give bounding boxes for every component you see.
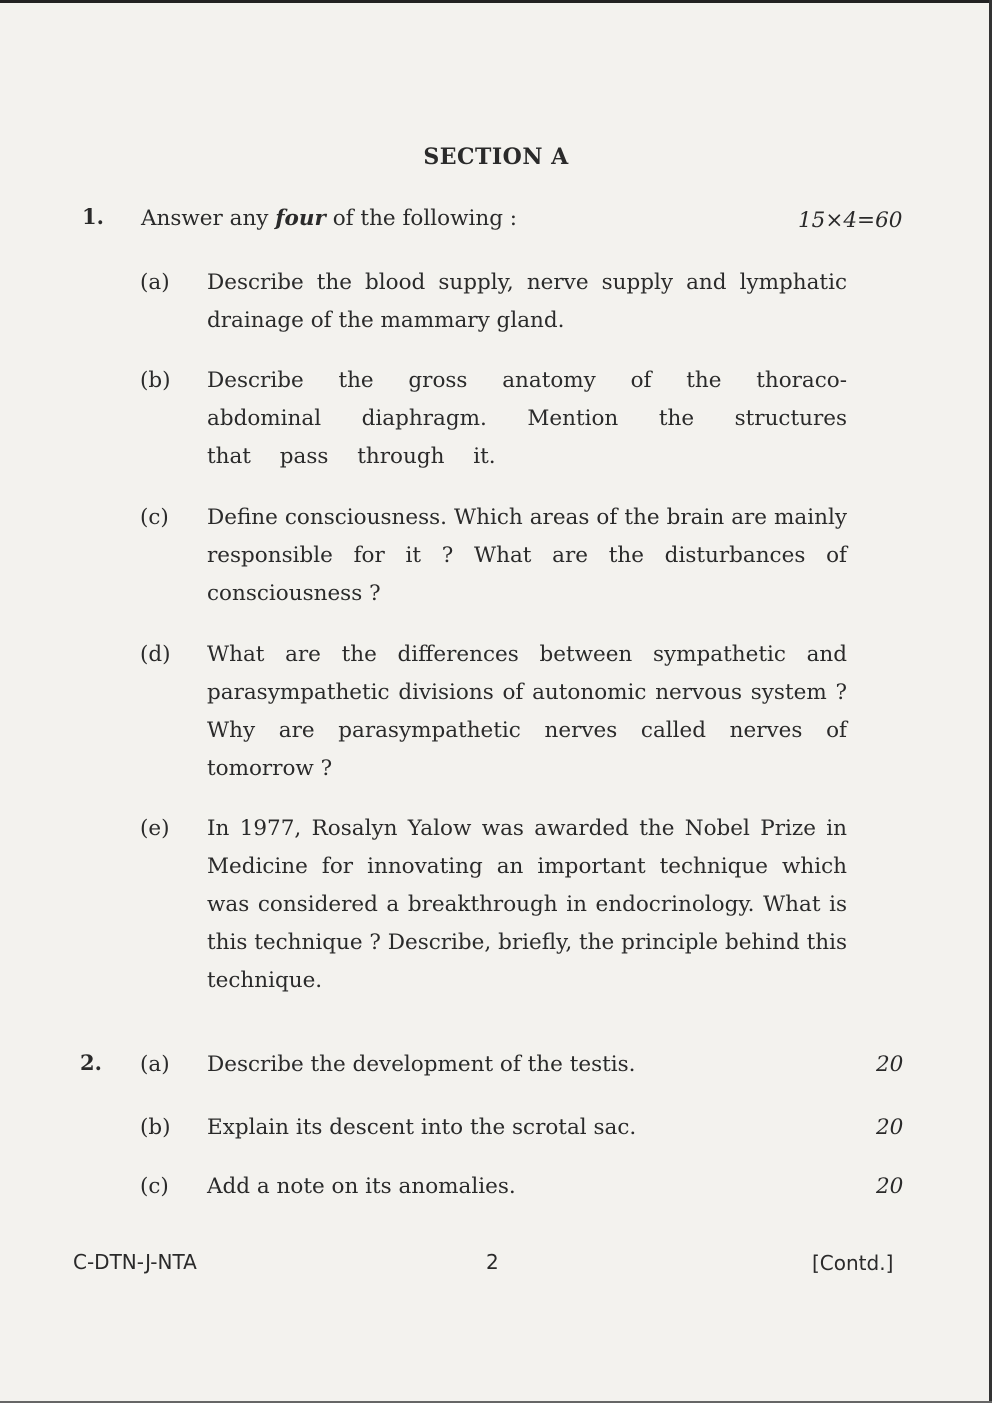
- part-label: (a): [140, 270, 170, 295]
- question-1-prompt: [141, 200, 517, 238]
- prompt-text: Answer any: [141, 206, 276, 231]
- question-2a-text: Describe the development of the testis.: [207, 1052, 636, 1077]
- question-1-marks: 15×4=60: [798, 208, 903, 233]
- question-2-number: 2.: [80, 1050, 102, 1075]
- continued-label: [Contd.]: [812, 1251, 894, 1275]
- prompt-text: of the following :: [325, 206, 518, 231]
- question-1d-text: What are the differences between sympathetic and parasympathetic divisions of autonomic nervous system ? Why are parasympathetic nerves called nerves of tomorrow ?: [207, 642, 847, 781]
- question-1-number: 1.: [82, 204, 104, 229]
- question-1e-text: In 1977, Rosalyn Yalow was awarded the Nobel Prize in Medicine for innovating an important technique which was considered a breakthrough in endocrinology. What is this technique ? Describe, briefly, the principle behind this technique.: [207, 816, 847, 993]
- scan-edge-top: [0, 0, 992, 3]
- section-title: SECTION A: [423, 144, 569, 170]
- part-label: (a): [140, 1052, 170, 1077]
- part-label: (c): [140, 505, 169, 530]
- question-2c-marks: 20: [876, 1174, 904, 1199]
- paper-code: C-DTN-J-NTA: [73, 1250, 197, 1274]
- part-label: (b): [140, 1115, 171, 1140]
- question-1b-text: Describe the gross anatomy of the thoraco-abdominal diaphragm. Mention the structures that pass through it.: [207, 368, 847, 469]
- question-1a-text: Describe the blood supply, nerve supply and lymphatic drainage of the mammary gland.: [207, 270, 847, 333]
- page-number: 2: [486, 1250, 499, 1274]
- question-2a-marks: 20: [876, 1052, 904, 1077]
- part-label: (b): [140, 368, 171, 393]
- prompt-emphasis: four: [275, 206, 326, 231]
- question-1c-text: Define consciousness. Which areas of the brain are mainly responsible for it ? What are the disturbances of consciousness ?: [207, 505, 847, 606]
- question-2b-marks: 20: [876, 1115, 904, 1140]
- question-2c-text: Add a note on its anomalies.: [207, 1174, 516, 1199]
- part-label: (c): [140, 1174, 169, 1199]
- part-label: (d): [140, 642, 171, 667]
- part-label: (e): [140, 816, 170, 841]
- question-2b-text: Explain its descent into the scrotal sac.: [207, 1115, 637, 1140]
